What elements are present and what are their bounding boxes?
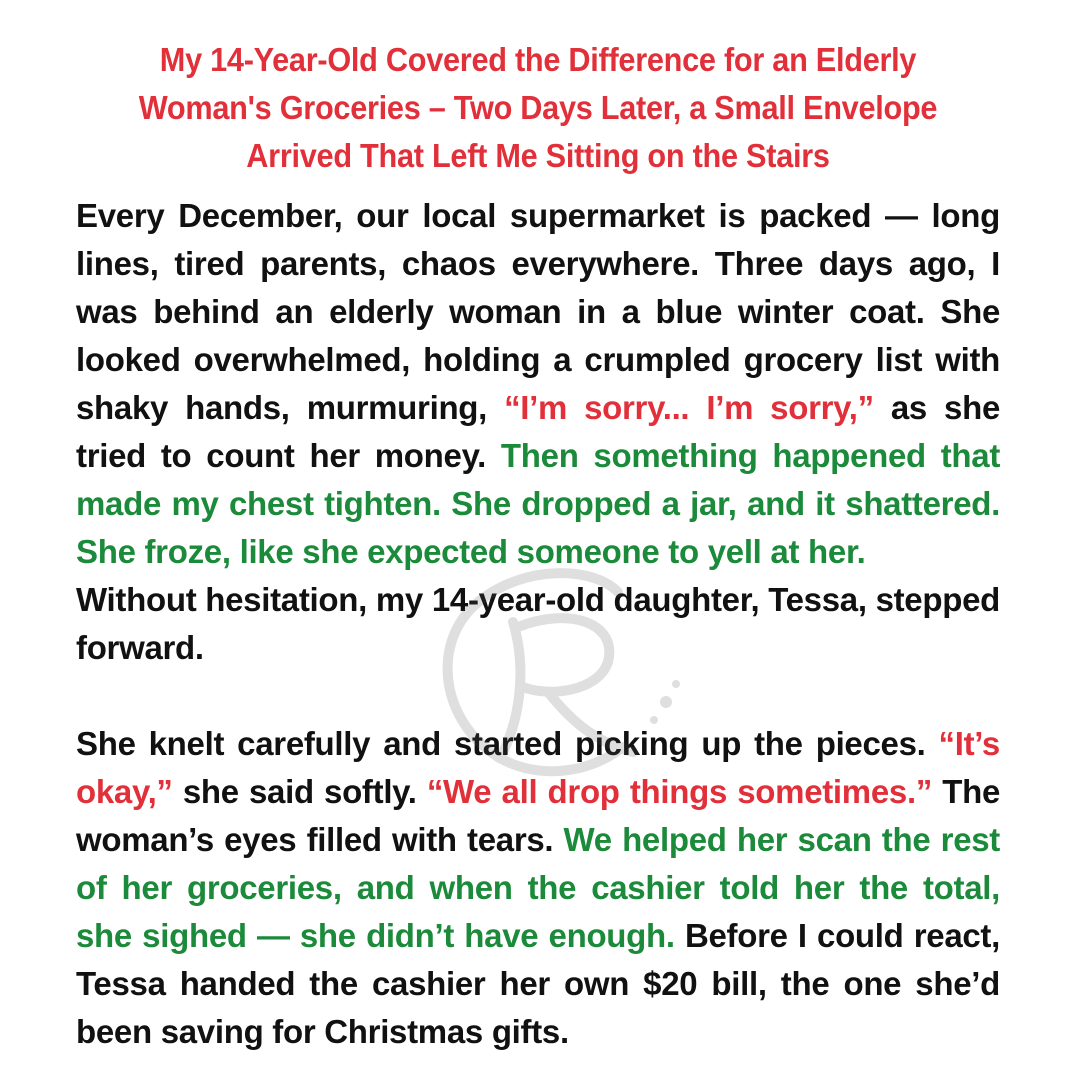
- narration-text: Before I could react, Tessa handed the cashier her own $20 bill, the one she’d been saving for Christmas gifts.: [76, 917, 1000, 1050]
- story-title: My 14-Year-Old Covered the Difference for an Elderly Woman's Groceries – Two Days Later, a Small Envelope Arrived That Left Me Sitting on the Stairs: [138, 41, 938, 174]
- quote-text: “It’s okay,”: [76, 725, 1000, 810]
- story-paragraph-1: [76, 192, 1000, 576]
- narration-text: The woman’s eyes filled with tears.: [76, 773, 1000, 858]
- highlight-text: Then something happened that made my chest tighten. She dropped a jar, and it shattered. She froze, like she expected someone to yell at her.: [76, 437, 1001, 570]
- narration-text: Every December, our local supermarket is packed — long lines, tired parents, chaos everywhere. Three days ago, I was behind an elderly woman in a blue winter coat. She looked overwhelmed, holding a crumpled grocery list with shaky hands, murmuring,: [76, 197, 1000, 426]
- narration-text: Without hesitation, my 14-year-old daughter, Tessa, stepped forward.: [76, 581, 1000, 666]
- story-paragraph-2: [76, 576, 1000, 672]
- story-paragraph-3: [76, 720, 1000, 1056]
- narration-text: she said softly.: [172, 773, 427, 810]
- quote-text: “I’m sorry... I’m sorry,”: [504, 389, 874, 426]
- highlight-text: We helped her scan the rest of her groceries, and when the cashier told her the total, she sighed — she didn’t have enough.: [76, 821, 1000, 954]
- narration-text: as she tried to count her money.: [76, 389, 1000, 474]
- quote-text: “We all drop things sometimes.”: [426, 773, 933, 810]
- narration-text: She knelt carefully and started picking up the pieces.: [76, 725, 939, 762]
